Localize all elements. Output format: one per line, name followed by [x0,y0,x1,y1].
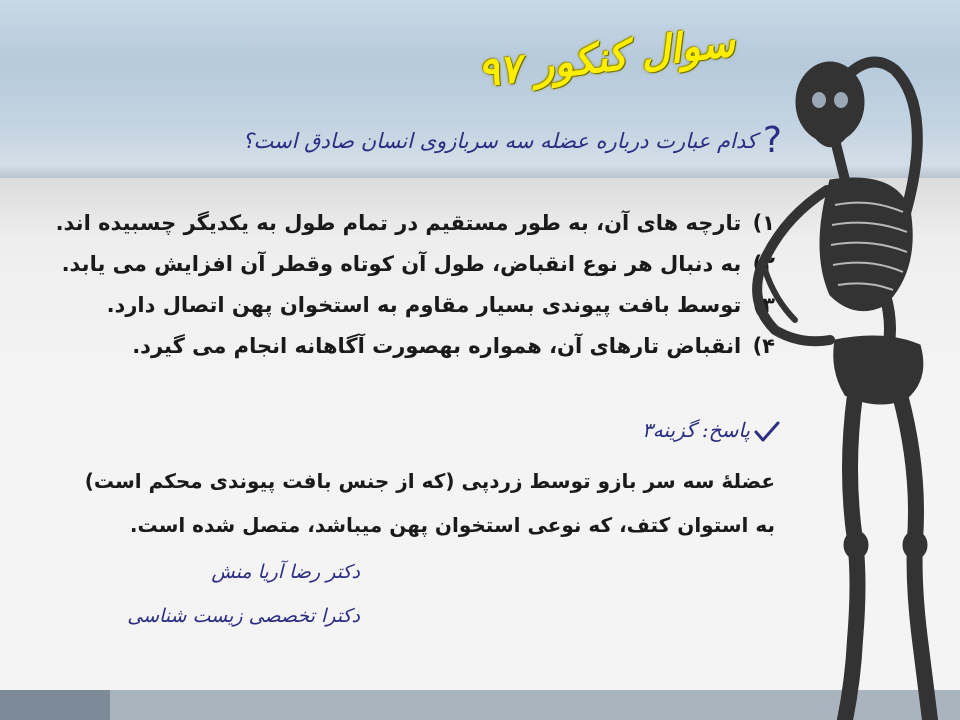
question-text [60,120,782,164]
option-number: ۴) [752,334,775,358]
option-number: ۳) [752,293,775,317]
option-1 [0,203,775,244]
options-list [0,203,775,367]
slide-title: سوال کنکور ۹۷ [475,18,738,97]
question-mark: ? [762,120,782,161]
skeleton-icon [735,40,960,720]
option-text: انقباض تارهای آن، همواره بهصورت آگاهانه انجام می گیرد. [132,334,742,358]
explanation-line: به استوان کتف، که نوعی استخوان پهن میباشد، متصل شده است. [129,513,775,537]
option-2 [0,244,775,285]
option-number: ۱) [752,211,775,235]
question-label: کدام عبارت درباره عضله سه سربازوی انسان صادق است؟ [242,129,757,153]
footer-accent [0,690,110,720]
option-4 [0,326,775,367]
explanation-line: عضلهٔ سه سر بازو توسط زردپی (که از جنس بافت پیوندی محکم است) [84,469,775,493]
answer-label: پاسخ: گزینه۳ [641,418,750,442]
signature-title: دکترا تخصصی زیست شناسی [127,605,360,627]
option-3 [0,285,775,326]
option-text: به دنبال هر نوع انقباض، طول آن کوتاه وقطر آن افزایش می یابد. [61,252,742,276]
option-number: ۲) [752,252,775,276]
option-text: تارچه های آن، به طور مستقیم در تمام طول به یکدیگر چسبیده اند. [55,211,742,235]
option-text: توسط بافت پیوندی بسیار مقاوم به استخوان پهن اتصال دارد. [106,293,742,317]
signature [60,552,360,640]
answer-explanation [0,461,775,549]
signature-name: دکتر رضا آریا منش [211,561,360,583]
